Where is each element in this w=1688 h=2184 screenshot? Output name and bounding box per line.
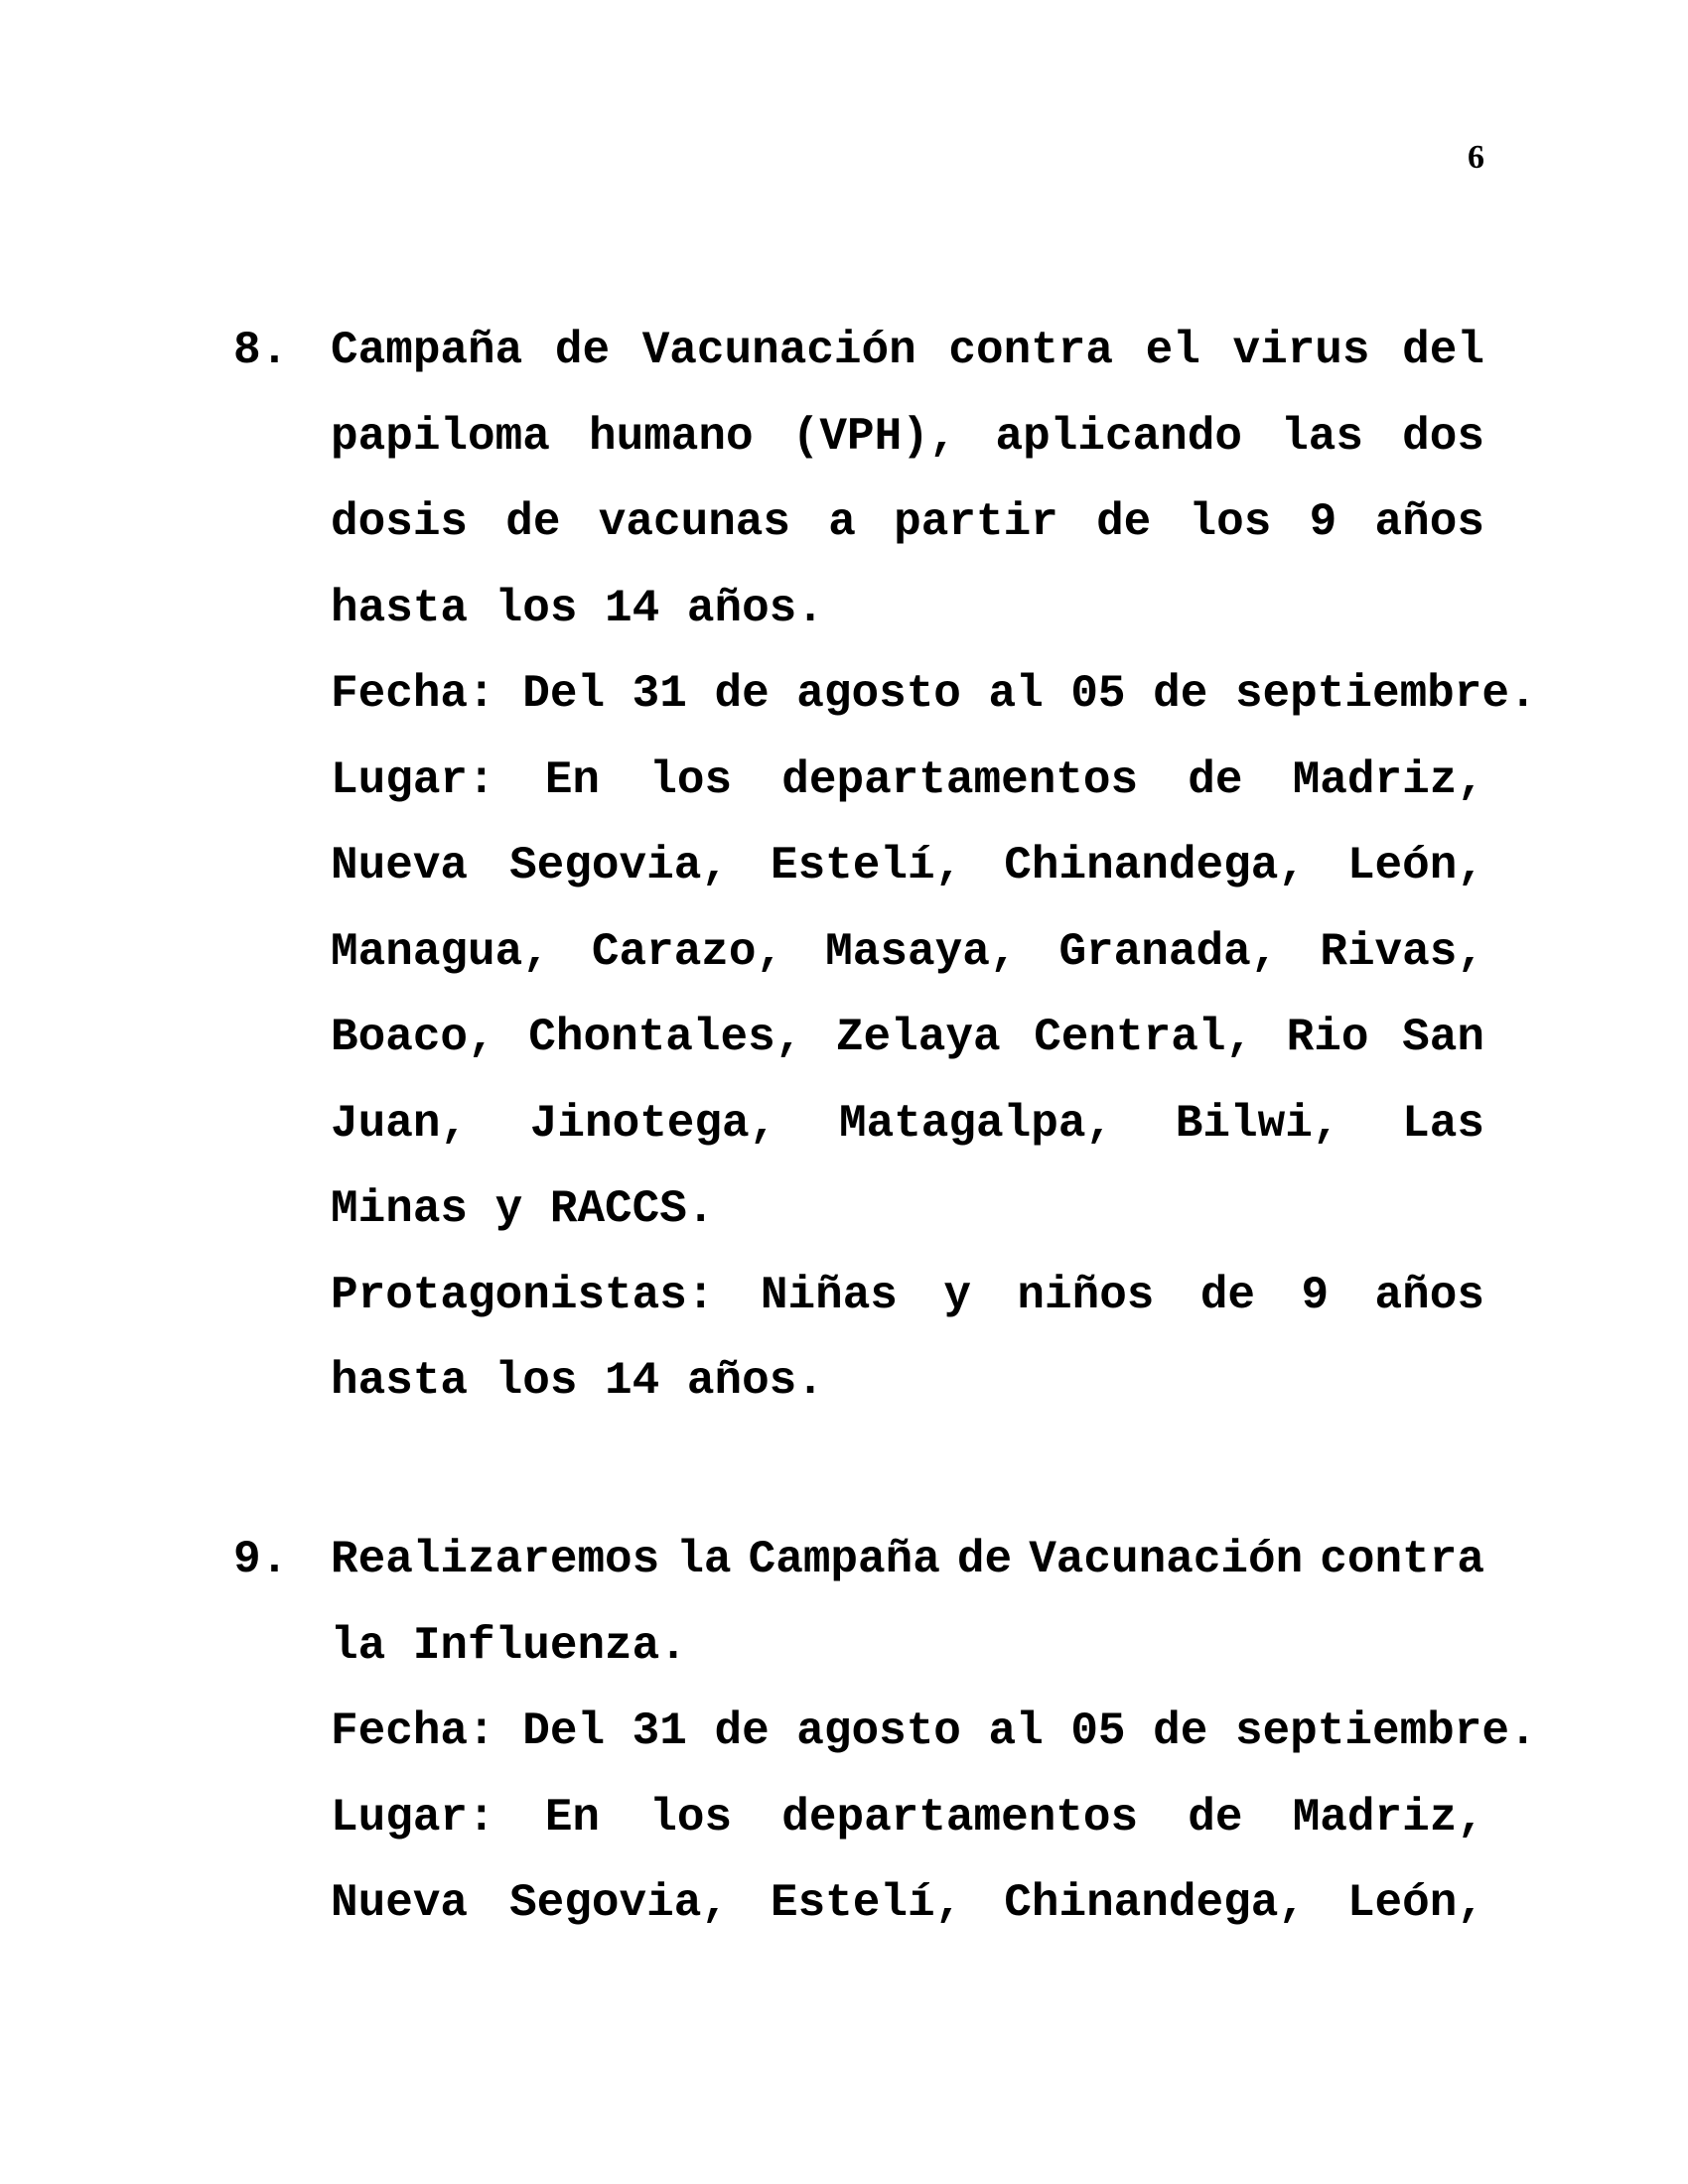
word: En	[544, 753, 601, 806]
word: Lugar:	[331, 1791, 495, 1843]
text-line-justified	[331, 1253, 1484, 1339]
text-line: hasta los 14 años.	[331, 582, 824, 634]
word: Juan,	[331, 1097, 469, 1150]
text-line-justified	[331, 1860, 1484, 1947]
word: Realizaremos	[331, 1534, 660, 1585]
list-item-body	[331, 1517, 1537, 1947]
word: Carazo,	[591, 925, 784, 978]
text-line-justified	[331, 479, 1484, 566]
word: Managua,	[331, 925, 550, 978]
list-item	[233, 1517, 1537, 1947]
list-item	[233, 308, 1537, 1425]
word: humano	[588, 410, 754, 463]
text-line: hasta los 14 años.	[331, 1355, 824, 1407]
word: Niñas	[760, 1269, 898, 1321]
word: de	[554, 325, 611, 376]
text-line-justified	[331, 909, 1484, 996]
list-item-number: 9.	[233, 1534, 289, 1585]
word: del	[1402, 325, 1484, 376]
word: San	[1402, 1012, 1484, 1063]
text-line: Minas y RACCS.	[331, 1183, 715, 1235]
word: departamentos	[781, 753, 1139, 806]
text-line: la Influenza.	[331, 1619, 687, 1672]
word: dosis	[331, 496, 469, 548]
word: de	[1096, 496, 1152, 548]
word: 9	[1309, 496, 1337, 548]
word: de	[505, 496, 561, 548]
text-line-justified	[331, 1517, 1484, 1603]
word: Rivas,	[1320, 925, 1484, 978]
word: departamentos	[781, 1791, 1139, 1843]
word: Segovia,	[509, 840, 729, 891]
word: contra	[1320, 1534, 1484, 1585]
word: Estelí,	[770, 840, 963, 891]
word: Campaña	[748, 1534, 940, 1585]
word: Nueva	[331, 840, 469, 891]
word: aplicando	[995, 410, 1242, 463]
word: Masaya,	[825, 925, 1018, 978]
word: años	[1374, 1269, 1484, 1321]
text-line-justified	[331, 1081, 1484, 1167]
text-line: Fecha: Del 31 de agosto al 05 de septiembre.	[331, 668, 1537, 720]
word: los	[649, 753, 733, 806]
word: Chinandega,	[1004, 1877, 1306, 1929]
word: Vacunación	[1029, 1534, 1304, 1585]
word: León,	[1346, 840, 1484, 891]
word: años	[1374, 496, 1484, 548]
word: En	[544, 1791, 601, 1843]
word: a	[828, 496, 856, 548]
word: 9	[1301, 1269, 1330, 1321]
page-number: 6	[1468, 139, 1484, 176]
word: Campaña	[331, 325, 523, 376]
word: partir	[894, 496, 1058, 548]
word: Matagalpa,	[838, 1097, 1114, 1150]
word: Chontales,	[528, 1012, 803, 1063]
word: Madriz,	[1292, 753, 1484, 806]
word: las	[1281, 410, 1363, 463]
word: Estelí,	[770, 1877, 963, 1929]
word: Boaco,	[331, 1012, 495, 1063]
word: (VPH),	[791, 410, 957, 463]
word: de	[956, 1534, 1013, 1585]
text-line-justified	[331, 738, 1484, 824]
word: Las	[1402, 1097, 1484, 1150]
list-item-number: 8.	[233, 325, 289, 376]
text-line-justified	[331, 308, 1484, 394]
word: los	[649, 1791, 733, 1843]
word: Madriz,	[1292, 1791, 1484, 1843]
word: niños	[1017, 1269, 1155, 1321]
word: Chinandega,	[1004, 840, 1306, 891]
word: Vacunación	[641, 325, 916, 376]
word: virus	[1232, 325, 1370, 376]
text-line-justified	[331, 823, 1484, 909]
word: Zelaya	[835, 1012, 1001, 1063]
word: Granada,	[1058, 925, 1279, 978]
word: León,	[1346, 1877, 1484, 1929]
word: dos	[1402, 410, 1484, 463]
word: Bilwi,	[1175, 1097, 1340, 1150]
word: de	[1188, 1791, 1243, 1843]
word: de	[1199, 1269, 1256, 1321]
word: de	[1188, 753, 1243, 806]
word: los	[1189, 496, 1272, 548]
word: Nueva	[331, 1877, 469, 1929]
word: papiloma	[331, 410, 550, 463]
word: vacunas	[598, 496, 791, 548]
word: la	[676, 1534, 732, 1585]
text-line-justified	[331, 995, 1484, 1081]
word: el	[1145, 325, 1200, 376]
word: Rio	[1286, 1012, 1369, 1063]
word: Protagonistas:	[331, 1269, 715, 1321]
word: contra	[948, 325, 1114, 376]
word: Lugar:	[331, 753, 495, 806]
word: Jinotega,	[529, 1097, 777, 1150]
text-line-justified	[331, 394, 1484, 480]
word: Segovia,	[509, 1877, 729, 1929]
text-line-justified	[331, 1775, 1484, 1861]
list-item-body	[331, 308, 1537, 1425]
text-line: Fecha: Del 31 de agosto al 05 de septiembre.	[331, 1706, 1537, 1757]
word: y	[943, 1269, 971, 1321]
word: Central,	[1034, 1012, 1254, 1063]
